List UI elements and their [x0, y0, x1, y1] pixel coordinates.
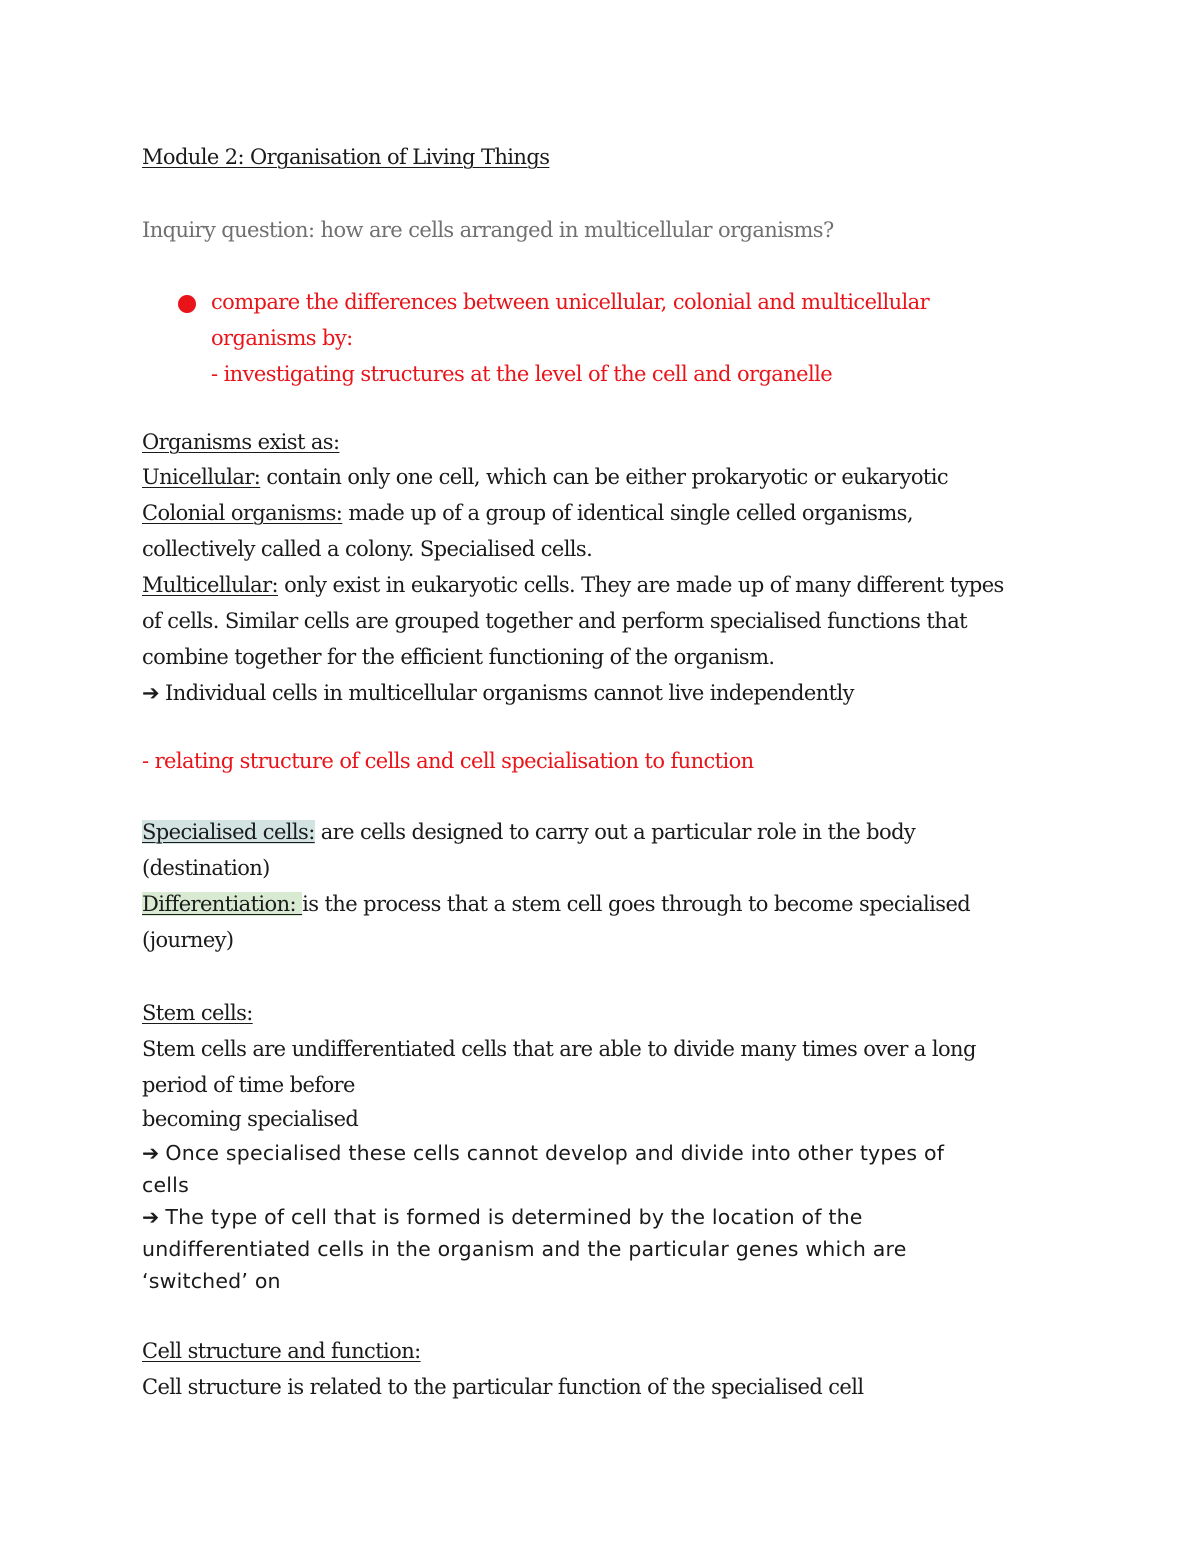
stem-cells-text-3: becoming specialised — [142, 1107, 359, 1131]
objective-line-1: compare the differences between unicellular, colonial and multicellular — [211, 290, 930, 314]
multicellular-label: Multicellular: — [142, 573, 278, 597]
arrow-right-icon: ➔ — [142, 681, 159, 705]
page-title: Module 2: Organisation of Living Things — [142, 145, 550, 169]
arrow-right-icon: ➔ — [142, 1141, 160, 1165]
cell-structure-text: Cell structure is related to the particular function of the specialised cell — [142, 1375, 864, 1399]
stem-point-2c: ‘switched’ on — [142, 1269, 281, 1293]
stem-point-1a — [142, 1141, 944, 1165]
differentiation-definition — [142, 892, 970, 916]
stem-point-2a-text: The type of cell that is formed is determined by the location of the — [165, 1205, 863, 1229]
arrow-right-icon: ➔ — [142, 1205, 160, 1229]
stem-point-1b: cells — [142, 1173, 189, 1197]
differentiation-label: Differentiation: — [142, 892, 303, 916]
stem-point-2a — [142, 1205, 863, 1229]
individual-cells-note — [142, 681, 854, 705]
objective-line-3: - investigating structures at the level of the cell and organelle — [211, 362, 833, 386]
inquiry-question: Inquiry question: how are cells arranged in multicellular organisms? — [142, 218, 834, 242]
specialised-definition — [142, 820, 915, 844]
multicellular-text-2: of cells. Similar cells are grouped together and perform specialised functions that — [142, 609, 967, 633]
stem-cells-text-2: period of time before — [142, 1073, 355, 1097]
bullet-icon — [178, 295, 196, 313]
objective-line-2: organisms by: — [211, 326, 353, 350]
multicellular-definition — [142, 573, 1004, 597]
individual-cells-text: Individual cells in multicellular organisms cannot live independently — [165, 681, 854, 705]
stem-point-2b: undifferentiated cells in the organism and the particular genes which are — [142, 1237, 907, 1261]
specialised-text-2: (destination) — [142, 856, 270, 880]
unicellular-label: Unicellular: — [142, 465, 261, 489]
unicellular-definition — [142, 465, 948, 489]
stem-point-1a-text: Once specialised these cells cannot develop and divide into other types of — [165, 1141, 945, 1165]
differentiation-text: is the process that a stem cell goes through to become specialised — [302, 892, 971, 916]
colonial-text: made up of a group of identical single celled organisms, — [342, 501, 913, 525]
multicellular-text-3: combine together for the efficient functioning of the organism. — [142, 645, 775, 669]
stem-cells-heading: Stem cells: — [142, 1001, 253, 1025]
stem-cells-text-1: Stem cells are undifferentiated cells that are able to divide many times over a long — [142, 1037, 976, 1061]
specialised-text: are cells designed to carry out a particular role in the body — [314, 820, 916, 844]
multicellular-text: only exist in eukaryotic cells. They are made up of many different types — [278, 573, 1004, 597]
colonial-label: Colonial organisms: — [142, 501, 343, 525]
cell-structure-heading: Cell structure and function: — [142, 1339, 421, 1363]
unicellular-text: contain only one cell, which can be either prokaryotic or eukaryotic — [260, 465, 948, 489]
colonial-text-2: collectively called a colony. Specialised cells. — [142, 537, 593, 561]
colonial-definition — [142, 501, 913, 525]
organisms-heading: Organisms exist as: — [142, 430, 340, 454]
objective-2: - relating structure of cells and cell specialisation to function — [142, 749, 754, 773]
specialised-label: Specialised cells: — [142, 820, 315, 844]
differentiation-text-2: (journey) — [142, 928, 234, 952]
